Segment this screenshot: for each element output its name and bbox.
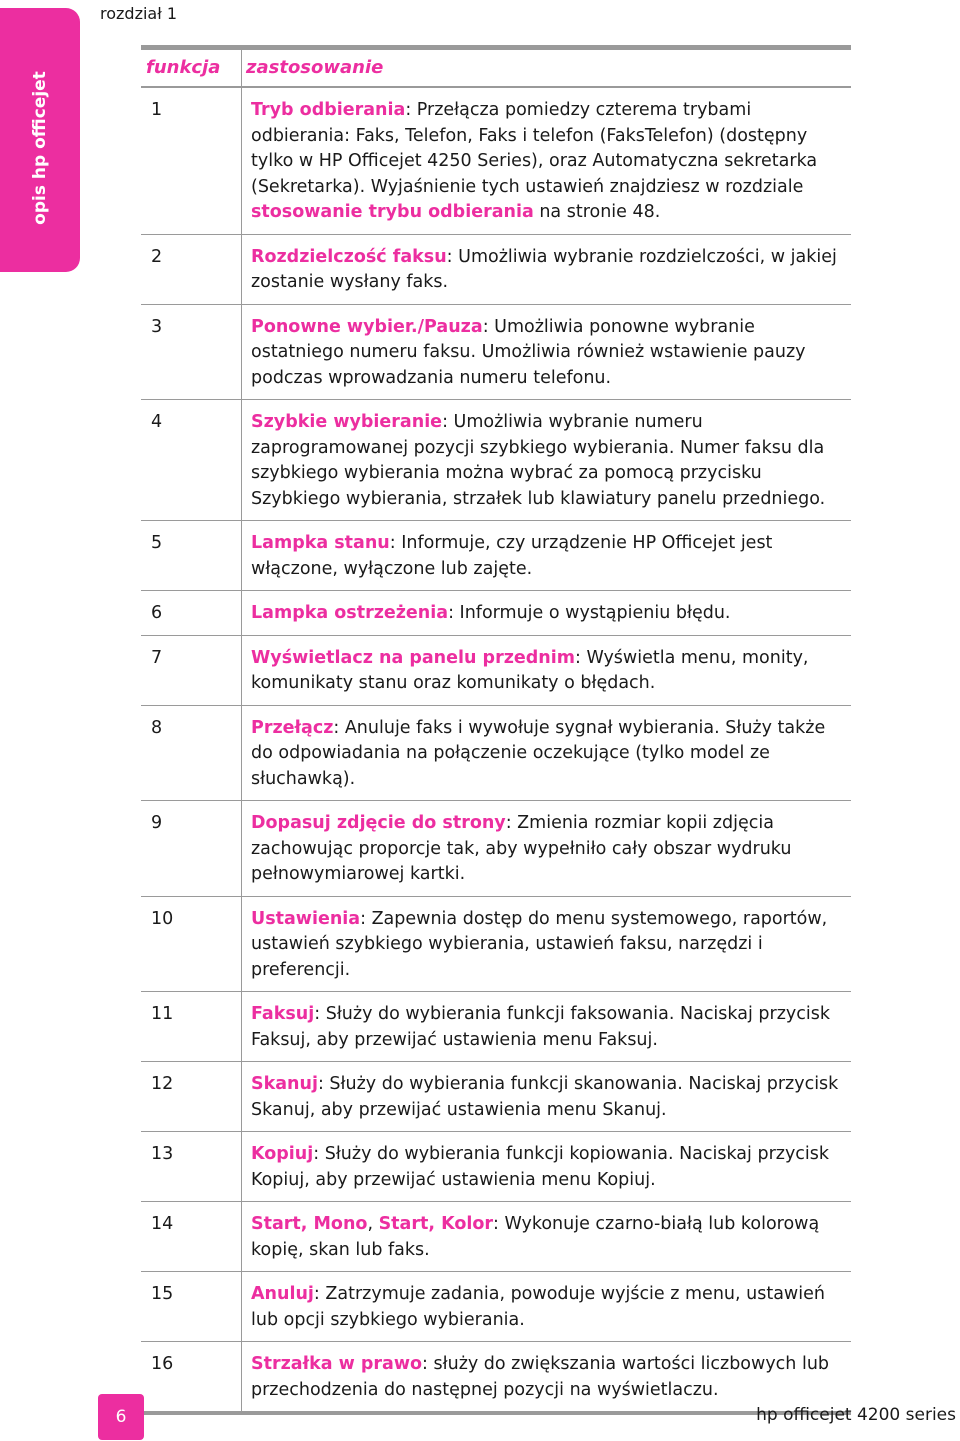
table-row	[141, 235, 851, 305]
row-reference: stosowanie trybu odbierania	[251, 202, 534, 222]
row-text: : Informuje o wystąpieniu błędu.	[448, 603, 731, 623]
row-text: : Anuluje faks i wywołuje sygnał wybierania. Służy także do odpowiadania na połączenie oczekujące (tylko model ze słuchawką).	[251, 717, 826, 789]
row-description	[241, 601, 841, 627]
row-description	[241, 907, 841, 984]
table-row	[141, 636, 851, 706]
function-table	[141, 45, 851, 1415]
table-row	[141, 88, 851, 235]
table-row	[141, 591, 851, 636]
row-number: 12	[151, 1074, 174, 1094]
row-term: Anuluj	[251, 1284, 314, 1304]
row-text: : Wyświetla menu, monity, komunikaty stanu oraz komunikaty o błędach.	[251, 647, 809, 693]
row-term: Lampka ostrzeżenia	[251, 603, 449, 623]
side-tab-label: opis hp officejet	[30, 71, 50, 225]
row-description	[241, 245, 841, 296]
row-text: : Informuje, czy urządzenie HP Officejet jest włączone, wyłączone lub zajęte.	[251, 533, 773, 579]
table-body	[141, 88, 851, 1415]
table-row	[141, 521, 851, 591]
page-number: 6	[98, 1394, 144, 1440]
table-row	[141, 305, 851, 401]
row-description	[241, 1212, 841, 1263]
row-number: 13	[151, 1144, 174, 1164]
row-term: Start, Mono	[251, 1214, 368, 1234]
row-description	[241, 716, 841, 793]
header-usage: zastosowanie	[246, 57, 384, 78]
table-row	[141, 1132, 851, 1202]
chapter-header: rozdział 1	[100, 4, 178, 23]
row-description	[241, 811, 841, 888]
row-text: ,	[367, 1214, 379, 1234]
row-text: : Służy do wybierania funkcji faksowania. Naciskaj przycisk Faksuj, aby przewijać ustawienia menu Faksuj.	[251, 1004, 830, 1050]
row-term: Wyświetlacz na panelu przednim	[251, 647, 575, 668]
table-row	[141, 801, 851, 897]
row-description	[241, 1352, 841, 1403]
row-term: Strzałka w prawo	[251, 1354, 423, 1374]
row-text: : Zmienia rozmiar kopii zdjęcia zachowując proporcje tak, aby wypełniło cały obszar wydruku pełnowymiarowej kartki.	[251, 813, 792, 884]
table-row	[141, 897, 851, 993]
footer-title: hp officejet 4200 series	[756, 1405, 956, 1425]
row-term: Lampka stanu	[251, 533, 390, 553]
row-description	[241, 531, 841, 582]
row-number: 4	[151, 412, 163, 432]
row-number: 9	[151, 813, 163, 833]
row-description	[241, 315, 841, 392]
row-number: 14	[151, 1214, 174, 1234]
table-row	[141, 706, 851, 802]
row-term: Rozdzielczość faksu	[251, 246, 447, 267]
table-row	[141, 1342, 851, 1415]
row-text-continued: : Wykonuje czarno-białą lub kolorową kopię, skan lub faks.	[251, 1214, 820, 1260]
row-number: 11	[151, 1004, 174, 1024]
table-row	[141, 1062, 851, 1132]
row-text: : Umożliwia wybranie numeru zaprogramowanej pozycji szybkiego wybierania. Numer faksu dla szybkiego wybierania można wybrać za pomocą przycisku Szybkiego wybierania, strzałek lub klawiatury panelu przedniego.	[251, 412, 826, 509]
row-term: Ustawienia	[251, 908, 361, 929]
row-text: : Przełącza pomiedzy czterema trybami odbierania: Faks, Telefon, Faks i telefon (FaksTelefon) (dostępny tylko w HP Officejet 4250 Series), oraz Automatyczna sekretarka (Sekretarka). Wyjaśnienie tych ustawień znajdziesz w rozdziale	[251, 100, 818, 197]
row-text: : Umożliwia wybranie rozdzielczości, w jakiej zostanie wysłany faks.	[251, 246, 837, 292]
row-number: 10	[151, 908, 174, 929]
table-row	[141, 992, 851, 1062]
row-description	[241, 1142, 841, 1193]
row-number: 7	[151, 647, 163, 668]
row-number: 3	[151, 316, 163, 337]
row-term: Faksuj	[251, 1004, 315, 1024]
row-term: Dopasuj zdjęcie do strony	[251, 813, 506, 833]
table-row	[141, 1202, 851, 1272]
row-description	[241, 410, 841, 512]
row-term: Ponowne wybier./Pauza	[251, 316, 483, 337]
row-term: Przełącz	[251, 717, 334, 738]
row-description	[241, 1002, 841, 1053]
table-row	[141, 1272, 851, 1342]
row-number: 15	[151, 1284, 174, 1304]
table-row	[141, 400, 851, 521]
row-number: 16	[151, 1354, 174, 1374]
side-tab	[0, 8, 80, 272]
row-number: 1	[151, 100, 163, 120]
row-description	[241, 646, 841, 697]
header-divider	[241, 50, 242, 86]
row-text: : służy do zwiększania wartości liczbowych lub przechodzenia do następnej pozycji na wyświetlaczu.	[251, 1354, 830, 1400]
row-term: Tryb odbierania	[251, 100, 406, 120]
row-text: : Służy do wybierania funkcji kopiowania. Naciskaj przycisk Kopiuj, aby przewijać ustawienia menu Kopiuj.	[251, 1144, 830, 1190]
row-number: 2	[151, 246, 163, 267]
header-function: funkcja	[146, 57, 221, 78]
row-term: Kopiuj	[251, 1144, 314, 1164]
row-description	[241, 1282, 841, 1333]
row-description	[241, 98, 841, 226]
row-number: 6	[151, 603, 163, 623]
row-text: : Umożliwia ponowne wybranie ostatniego numeru faksu. Umożliwia również wstawienie pauzy podczas wprowadzania numeru telefonu.	[251, 316, 806, 388]
row-number: 5	[151, 533, 163, 553]
row-text: : Zapewnia dostęp do menu systemowego, raportów, ustawień szybkiego wybierania, ustawień faksu, narzędzi i preferencji.	[251, 908, 828, 980]
row-text: : Służy do wybierania funkcji skanowania. Naciskaj przycisk Skanuj, aby przewijać ustawienia menu Skanuj.	[251, 1074, 839, 1120]
row-reference: Start, Kolor	[378, 1214, 494, 1234]
row-text-continued: na stronie 48.	[533, 202, 661, 222]
row-term: Skanuj	[251, 1074, 318, 1094]
row-description	[241, 1072, 841, 1123]
row-term: Szybkie wybieranie	[251, 412, 443, 432]
row-text: : Zatrzymuje zadania, powoduje wyjście z menu, ustawień lub opcji szybkiego wybierania.	[251, 1284, 825, 1330]
table-header	[141, 45, 851, 88]
row-number: 8	[151, 717, 163, 738]
